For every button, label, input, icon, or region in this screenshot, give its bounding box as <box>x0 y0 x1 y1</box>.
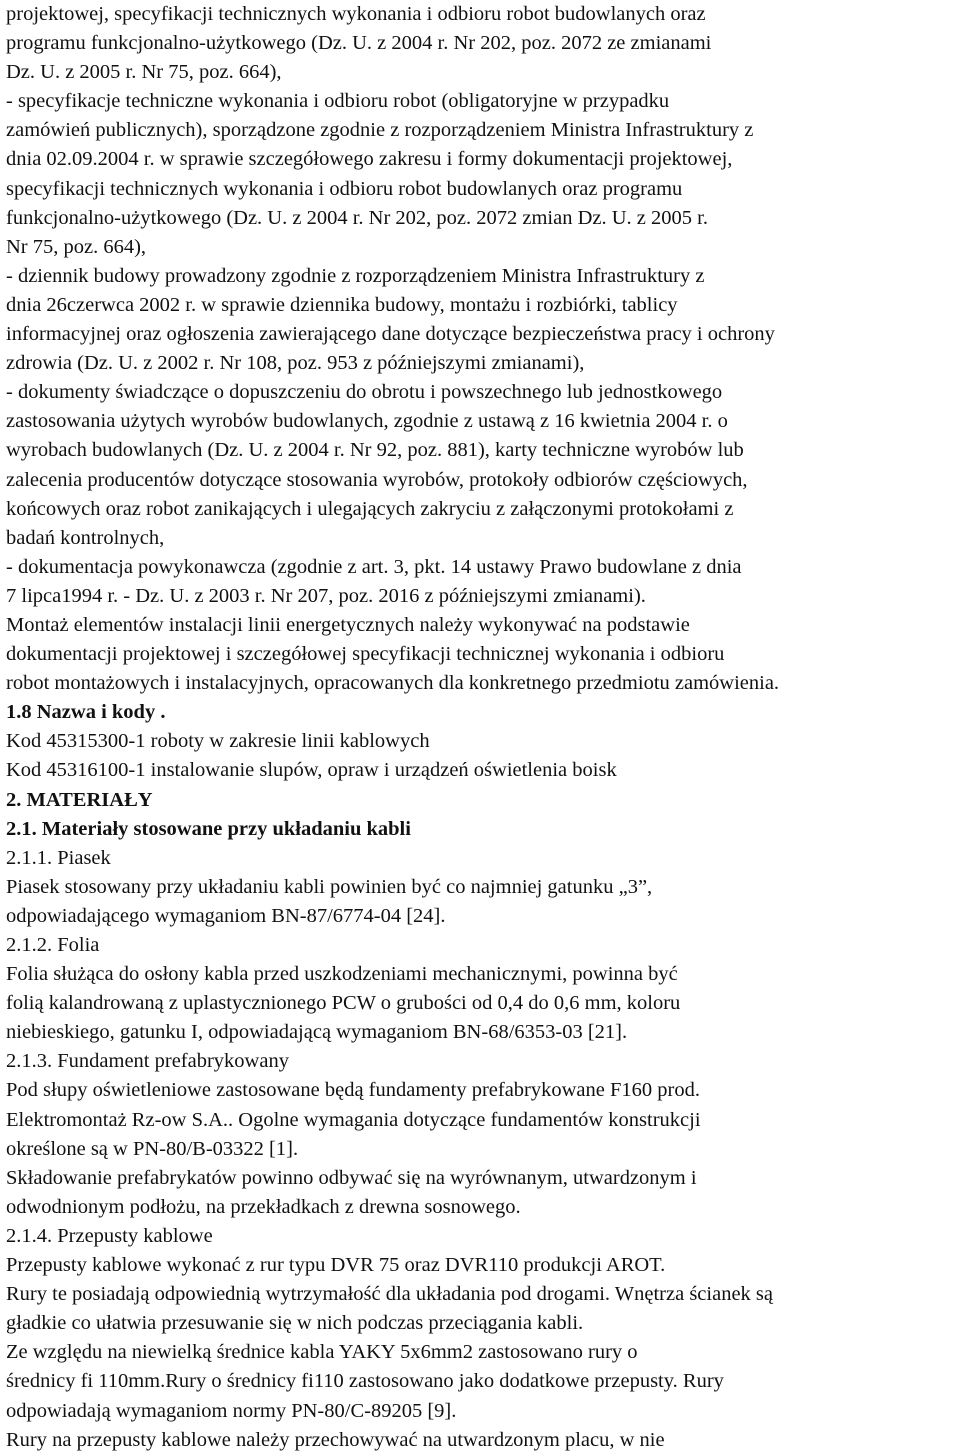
text-line: projektowej, specyfikacji technicznych wykonania i odbioru robot budowlanych oraz <box>6 3 706 25</box>
text-line: folią kalandrowaną z uplastycznionego PCW o grubości od 0,4 do 0,6 mm, koloru <box>6 992 681 1015</box>
text-line: zalecenia producentów dotyczące stosowania wyrobów, protokoły odbiorów częściowych, <box>6 468 748 491</box>
text-line: Przepusty kablowe wykonać z rur typu DVR 75 oraz DVR110 produkcji AROT. <box>6 1254 666 1277</box>
section-heading: 2. MATERIAŁY <box>6 788 153 811</box>
text-line: odwodnionym podłożu, na przekładkach z drewna sosnowego. <box>6 1195 521 1218</box>
text-line: - specyfikacje techniczne wykonania i odbioru robot (obligatoryjne w przypadku <box>6 90 670 113</box>
text-line: dnia 02.09.2004 r. w sprawie szczegółowego zakresu i formy dokumentacji projektowej, <box>6 148 733 171</box>
text-line: 7 lipca1994 r. - Dz. U. z 2003 r. Nr 207, poz. 2016 z późniejszymi zmianami). <box>6 584 646 607</box>
section-heading: 1.8 Nazwa i kody . <box>6 701 166 724</box>
section-heading: 2.1. Materiały stosowane przy układaniu kabli <box>6 817 411 840</box>
text-line: programu funkcjonalno-użytkowego (Dz. U. z 2004 r. Nr 202, poz. 2072 ze zmianami <box>6 32 712 55</box>
text-line: odpowiadającego wymaganiom BN-87/6774-04 [24]. <box>6 904 446 927</box>
text-line: badań kontrolnych, <box>6 526 165 549</box>
text-line: wyrobach budowlanych (Dz. U. z 2004 r. Nr 92, poz. 881), karty techniczne wyrobów lub <box>6 439 744 462</box>
text-line: - dokumenty świadczące o dopuszczeniu do obrotu i powszechnego lub jednostkowego <box>6 381 723 404</box>
text-line: niebieskiego, gatunku I, odpowiadającą wymaganiom BN-68/6353-03 [21]. <box>6 1021 628 1044</box>
text-line: Rury te posiadają odpowiednią wytrzymałość dla układania pod drogami. Wnętrza ścianek są <box>6 1283 773 1306</box>
text-line: Piasek stosowany przy układaniu kabli powinien być co najmniej gatunku „3”, <box>6 875 653 898</box>
text-line: końcowych oraz robot zanikających i ulegających zakryciu z załączonymi protokołami z <box>6 497 734 520</box>
text-line: - dziennik budowy prowadzony zgodnie z rozporządzeniem Ministra Infrastruktury z <box>6 264 705 287</box>
text-line: określone są w PN-80/B-03322 [1]. <box>6 1137 299 1160</box>
text-line: informacyjnej oraz ogłoszenia zawierającego dane dotyczące bezpieczeństwa pracy i ochrony <box>6 323 775 346</box>
text-line: Rury na przepusty kablowe należy przechowywać na utwardzonym placu, w nie <box>6 1428 665 1451</box>
text-line: 2.1.4. Przepusty kablowe <box>6 1224 213 1247</box>
text-line: zastosowania użytych wyrobów budowlanych, zgodnie z ustawą z 16 kwietnia 2004 r. o <box>6 410 728 433</box>
text-line: 2.1.2. Folia <box>6 934 100 956</box>
text-line: dokumentacji projektowej i szczegółowej specyfikacji technicznej wykonania i odbioru <box>6 643 725 666</box>
text-line: Składowanie prefabrykatów powinno odbywać się na wyrównanym, utwardzonym i <box>6 1166 697 1189</box>
text-line: Nr 75, poz. 664), <box>6 235 147 258</box>
text-line: funkcjonalno-użytkowego (Dz. U. z 2004 r. Nr 202, poz. 2072 zmian Dz. U. z 2005 r. <box>6 206 708 229</box>
document-body <box>6 0 956 1455</box>
text-line: Pod słupy oświetleniowe zastosowane będą fundamenty prefabrykowane F160 prod. <box>6 1079 700 1102</box>
text-line: średnicy fi 110mm.Rury o średnicy fi110 zastosowano jako dodatkowe przepusty. Rury <box>6 1370 724 1393</box>
text-line: dnia 26czerwca 2002 r. w sprawie dziennika budowy, montażu i rozbiórki, tablicy <box>6 293 678 316</box>
text-line: 2.1.3. Fundament prefabrykowany <box>6 1050 289 1073</box>
text-line: Elektromontaż Rz-ow S.A.. Ogolne wymagania dotyczące fundamentów konstrukcji <box>6 1108 701 1131</box>
text-line: Kod 45316100-1 instalowanie slupów, opraw i urządzeń oświetlenia boisk <box>6 759 617 782</box>
text-line: odpowiadają wymaganiom normy PN-80/C-89205 [9]. <box>6 1399 457 1422</box>
document-page <box>6 0 956 1455</box>
text-line: Dz. U. z 2005 r. Nr 75, poz. 664), <box>6 61 282 84</box>
text-line: Montaż elementów instalacji linii energetycznych należy wykonywać na podstawie <box>6 613 690 636</box>
text-line: - dokumentacja powykonawcza (zgodnie z art. 3, pkt. 14 ustawy Prawo budowlane z dnia <box>6 555 742 578</box>
text-line: gładkie co ułatwia przesuwanie się w nich podczas przeciągania kabli. <box>6 1312 584 1335</box>
text-line: robot montażowych i instalacyjnych, opracowanych dla konkretnego przedmiotu zamówienia. <box>6 672 780 695</box>
text-line: Ze względu na niewielką średnice kabla YAKY 5x6mm2 zastosowano rury o <box>6 1341 638 1364</box>
text-line: Folia służąca do osłony kabla przed uszkodzeniami mechanicznymi, powinna być <box>6 963 678 986</box>
text-line: specyfikacji technicznych wykonania i odbioru robot budowlanych oraz programu <box>6 177 683 200</box>
text-line: zamówień publicznych), sporządzone zgodnie z rozporządzeniem Ministra Infrastruktury z <box>6 119 754 142</box>
text-line: zdrowia (Dz. U. z 2002 r. Nr 108, poz. 953 z późniejszymi zmianami), <box>6 352 585 375</box>
text-line: 2.1.1. Piasek <box>6 846 111 869</box>
text-line: Kod 45315300-1 roboty w zakresie linii kablowych <box>6 730 430 753</box>
